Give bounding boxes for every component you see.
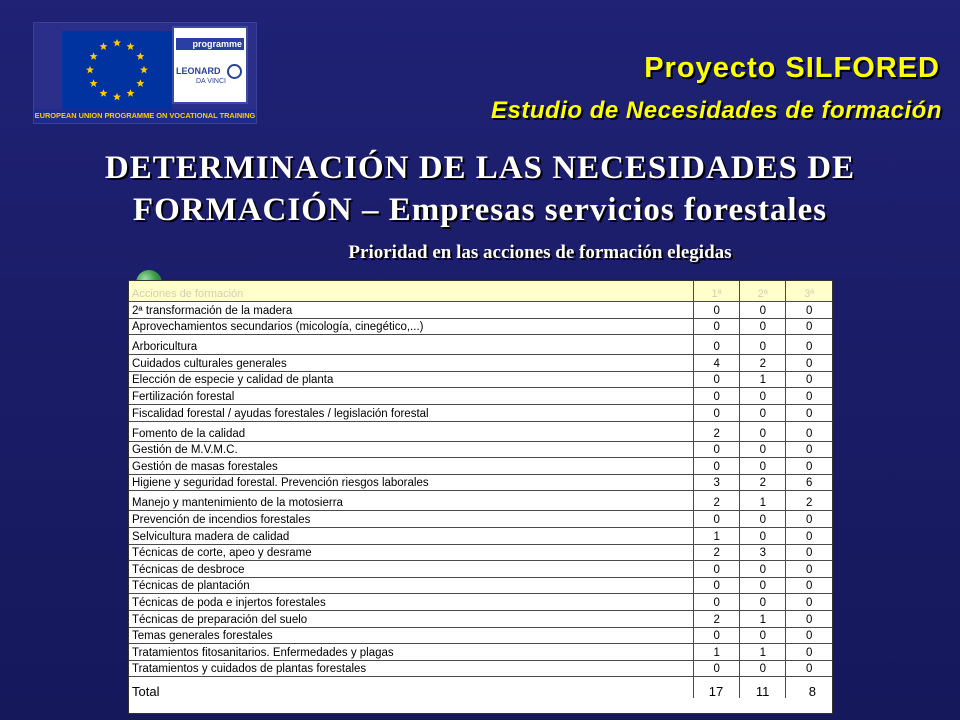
priority-2-count: 2 bbox=[740, 355, 786, 372]
row-label: Fomento de la calidad bbox=[129, 421, 694, 441]
slide-heading-line2: FORMACIÓN – Empresas servicios forestales bbox=[132, 192, 828, 228]
total-priority-1: 17 bbox=[694, 677, 740, 699]
row-label: Temas generales forestales bbox=[129, 627, 694, 644]
priority-2-count: 0 bbox=[740, 458, 786, 475]
priority-1-count: 0 bbox=[694, 404, 740, 421]
row-label: Cuidados culturales generales bbox=[129, 355, 694, 372]
table-row bbox=[129, 511, 832, 528]
row-label: Técnicas de desbroce bbox=[129, 561, 694, 578]
row-label: Técnicas de preparación del suelo bbox=[129, 610, 694, 627]
table-row bbox=[129, 318, 832, 335]
priority-1-count: 2 bbox=[694, 421, 740, 441]
project-title: Proyecto SILFORED bbox=[644, 52, 940, 84]
row-label: 2ª transformación de la madera bbox=[129, 302, 694, 319]
priority-1-count: 0 bbox=[694, 594, 740, 611]
row-label: Fiscalidad forestal / ayudas forestales / legislación forestal bbox=[129, 404, 694, 421]
priority-2-count: 0 bbox=[740, 421, 786, 441]
priority-3-count: 0 bbox=[786, 627, 832, 644]
row-label: Tratamientos fitosanitarios. Enfermedades y plagas bbox=[129, 644, 694, 661]
priority-3-count: 0 bbox=[786, 458, 832, 475]
priority-1-count: 2 bbox=[694, 491, 740, 511]
priority-1-count: 2 bbox=[694, 544, 740, 561]
priority-1-count: 2 bbox=[694, 610, 740, 627]
header-cell: Acciones de formación bbox=[129, 281, 694, 302]
training-priority-table bbox=[128, 280, 833, 714]
priority-2-count: 1 bbox=[740, 644, 786, 661]
priority-2-count: 2 bbox=[740, 474, 786, 491]
priority-1-count: 0 bbox=[694, 511, 740, 528]
priority-3-count: 6 bbox=[786, 474, 832, 491]
priority-2-count: 0 bbox=[740, 594, 786, 611]
priority-1-count: 0 bbox=[694, 371, 740, 388]
priority-3-count: 0 bbox=[786, 544, 832, 561]
table-row bbox=[129, 355, 832, 372]
row-label: Técnicas de corte, apeo y desrame bbox=[129, 544, 694, 561]
table-row bbox=[129, 561, 832, 578]
leonardo-ring-icon bbox=[227, 64, 242, 79]
row-label: Arboricultura bbox=[129, 335, 694, 355]
priority-2-count: 0 bbox=[740, 335, 786, 355]
priority-2-count: 0 bbox=[740, 561, 786, 578]
priority-3-count: 0 bbox=[786, 302, 832, 319]
row-label: Higiene y seguridad forestal. Prevención riesgos laborales bbox=[129, 474, 694, 491]
priority-3-count: 0 bbox=[786, 561, 832, 578]
leonardo-da-vinci-logo bbox=[172, 26, 248, 104]
priority-1-count: 0 bbox=[694, 318, 740, 335]
priority-3-count: 0 bbox=[786, 511, 832, 528]
priority-3-count: 0 bbox=[786, 577, 832, 594]
priority-3-count: 0 bbox=[786, 388, 832, 405]
table-row bbox=[129, 610, 832, 627]
priority-3-count: 0 bbox=[786, 335, 832, 355]
row-label: Manejo y mantenimiento de la motosierra bbox=[129, 491, 694, 511]
priority-1-count: 3 bbox=[694, 474, 740, 491]
table-row bbox=[129, 458, 832, 475]
table-row bbox=[129, 474, 832, 491]
row-label: Gestión de M.V.M.C. bbox=[129, 441, 694, 458]
priority-2-count: 3 bbox=[740, 544, 786, 561]
total-priority-3: 8 bbox=[786, 677, 832, 699]
priority-2-count: 0 bbox=[740, 388, 786, 405]
row-label: Selvicultura madera de calidad bbox=[129, 527, 694, 544]
priority-2-count: 0 bbox=[740, 660, 786, 677]
table-row bbox=[129, 527, 832, 544]
priority-2-count: 0 bbox=[740, 404, 786, 421]
priority-1-count: 0 bbox=[694, 335, 740, 355]
leonardo-programme-label: programme bbox=[176, 38, 244, 50]
priority-1-count: 0 bbox=[694, 577, 740, 594]
priority-2-count: 0 bbox=[740, 527, 786, 544]
eu-logo-caption: EUROPEAN UNION PROGRAMME ON VOCATIONAL TRAINING bbox=[34, 109, 256, 123]
priority-3-count: 0 bbox=[786, 404, 832, 421]
priority-1-count: 0 bbox=[694, 388, 740, 405]
priority-3-count: 0 bbox=[786, 644, 832, 661]
priority-2-count: 0 bbox=[740, 441, 786, 458]
priority-2-count: 1 bbox=[740, 371, 786, 388]
table-row bbox=[129, 594, 832, 611]
table-row bbox=[129, 627, 832, 644]
priority-3-count: 0 bbox=[786, 318, 832, 335]
priority-1-count: 0 bbox=[694, 627, 740, 644]
priority-3-count: 0 bbox=[786, 441, 832, 458]
priority-2-count: 0 bbox=[740, 511, 786, 528]
priority-2-count: 0 bbox=[740, 627, 786, 644]
row-label: Fertilización forestal bbox=[129, 388, 694, 405]
table-row bbox=[129, 421, 832, 441]
table-total-row bbox=[129, 677, 832, 699]
priority-3-count: 0 bbox=[786, 527, 832, 544]
priority-1-count: 0 bbox=[694, 458, 740, 475]
table-row bbox=[129, 441, 832, 458]
table-row bbox=[129, 371, 832, 388]
header-cell: 2ª bbox=[740, 281, 786, 302]
row-label: Aprovechamientos secundarios (micología, cinegético,...) bbox=[129, 318, 694, 335]
header-cell: 3ª bbox=[786, 281, 832, 302]
eu-flag-icon bbox=[62, 31, 172, 109]
priority-2-count: 1 bbox=[740, 491, 786, 511]
priority-2-count: 0 bbox=[740, 577, 786, 594]
priority-3-count: 0 bbox=[786, 610, 832, 627]
row-label: Prevención de incendios forestales bbox=[129, 511, 694, 528]
priority-3-count: 0 bbox=[786, 594, 832, 611]
priority-3-count: 0 bbox=[786, 421, 832, 441]
priority-1-count: 0 bbox=[694, 302, 740, 319]
priority-3-count: 0 bbox=[786, 660, 832, 677]
table-row bbox=[129, 491, 832, 511]
table-row bbox=[129, 388, 832, 405]
priority-3-count: 2 bbox=[786, 491, 832, 511]
slide-subtitle: Prioridad en las acciones de formación elegidas bbox=[348, 242, 732, 263]
priority-1-count: 1 bbox=[694, 527, 740, 544]
priority-1-count: 0 bbox=[694, 441, 740, 458]
priority-3-count: 0 bbox=[786, 371, 832, 388]
table-row bbox=[129, 644, 832, 661]
priority-1-count: 1 bbox=[694, 644, 740, 661]
table-row bbox=[129, 660, 832, 677]
row-label: Técnicas de plantación bbox=[129, 577, 694, 594]
slide-heading-line1: DETERMINACIÓN DE LAS NECESIDADES DE bbox=[104, 150, 856, 186]
header-cell: 1ª bbox=[694, 281, 740, 302]
priority-1-count: 4 bbox=[694, 355, 740, 372]
priority-2-count: 0 bbox=[740, 318, 786, 335]
table-header-row bbox=[129, 281, 832, 302]
priority-1-count: 0 bbox=[694, 561, 740, 578]
row-label: Gestión de masas forestales bbox=[129, 458, 694, 475]
row-label: Elección de especie y calidad de planta bbox=[129, 371, 694, 388]
total-priority-2: 11 bbox=[740, 677, 786, 699]
leonardo-name-label: LEONARD bbox=[176, 66, 221, 76]
table-row bbox=[129, 302, 832, 319]
table-row bbox=[129, 544, 832, 561]
table-row bbox=[129, 335, 832, 355]
table-row bbox=[129, 577, 832, 594]
priority-2-count: 0 bbox=[740, 302, 786, 319]
priority-3-count: 0 bbox=[786, 355, 832, 372]
priority-2-count: 1 bbox=[740, 610, 786, 627]
leonardo-sub-label: DA VINCI bbox=[196, 78, 226, 85]
table-row bbox=[129, 404, 832, 421]
total-label: Total bbox=[132, 684, 160, 699]
row-label: Técnicas de poda e injertos forestales bbox=[129, 594, 694, 611]
priority-1-count: 0 bbox=[694, 660, 740, 677]
study-title: Estudio de Necesidades de formación bbox=[491, 97, 942, 124]
row-label: Tratamientos y cuidados de plantas forestales bbox=[129, 660, 694, 677]
